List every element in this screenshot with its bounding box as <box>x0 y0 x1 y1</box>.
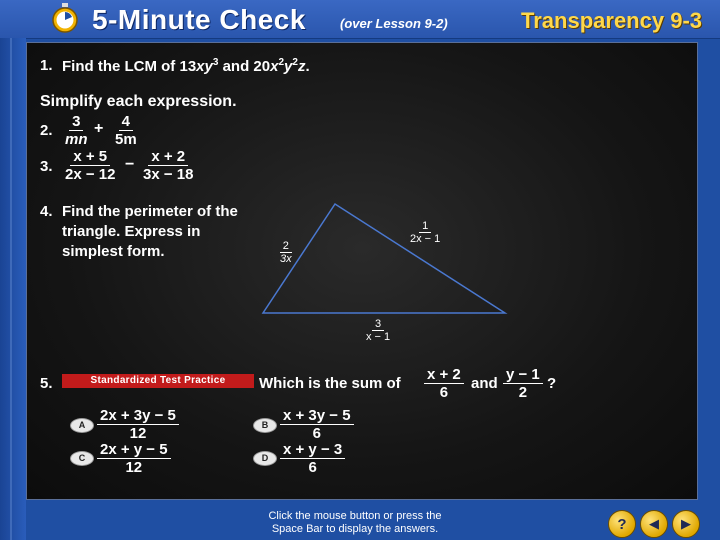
next-arrow-icon: ▶ <box>681 516 691 531</box>
previous-button[interactable] <box>640 510 668 538</box>
choice-c-badge[interactable]: C <box>70 451 94 466</box>
q2-f2-den: 5m <box>115 131 137 148</box>
q5-and: and <box>471 375 498 392</box>
choice-c-num: 2x + y − 5 <box>97 441 171 459</box>
choice-a-num: 2x + 3y − 5 <box>97 407 179 425</box>
q4-line-1: Find the perimeter of the <box>62 203 238 220</box>
triangle-shape <box>263 204 505 313</box>
footer-line-1: Click the mouse button or press the <box>268 510 442 522</box>
side-left-label <box>277 240 295 265</box>
q4-line-3: simplest form. <box>62 243 165 260</box>
q5-f2-den: 2 <box>518 384 528 401</box>
choice-a-fraction[interactable] <box>97 407 179 442</box>
q2-f2-num: 4 <box>119 113 133 131</box>
choice-d-num: x + y − 3 <box>280 441 345 459</box>
lesson-subtitle: (over Lesson 9-2) <box>340 16 448 31</box>
q5-f1-num: x + 2 <box>424 366 464 384</box>
q5-f1-den: 6 <box>439 384 449 401</box>
choice-d-den: 6 <box>308 459 317 476</box>
q1-number: 1. <box>40 57 53 74</box>
q5-f2-num: y − 1 <box>503 366 543 384</box>
q2-operator: + <box>94 120 104 137</box>
standardized-test-badge: Standardized Test Practice <box>62 374 254 388</box>
choice-b-fraction[interactable] <box>280 407 354 442</box>
help-button[interactable] <box>608 510 636 538</box>
choice-c-fraction[interactable] <box>97 441 171 476</box>
choice-b-den: 6 <box>312 425 321 442</box>
q2-f1-den: mn <box>65 131 88 148</box>
side-left-num: 2 <box>280 240 292 253</box>
previous-arrow-icon: ◀ <box>649 516 659 531</box>
q3-f2-num: x + 2 <box>148 148 188 166</box>
choice-a-den: 12 <box>129 425 147 442</box>
q4-number: 4. <box>40 203 53 220</box>
footer-instructions <box>230 510 480 536</box>
q3-operator: − <box>125 156 135 173</box>
q5-question-mark: ? <box>547 375 557 392</box>
q1-text-b: and 20 <box>222 58 271 75</box>
q1-text: Find the LCM of $13xy^3$ and $20x^2y^2z$. <box>62 57 310 75</box>
side-bottom-num: 3 <box>372 318 384 331</box>
q3-number: 3. <box>40 158 53 175</box>
simplify-heading: Simplify each expression. <box>40 93 237 110</box>
q5-text: Which is the sum of <box>259 375 401 392</box>
choice-d-badge[interactable]: D <box>253 451 277 466</box>
q5-fraction-1 <box>424 366 464 401</box>
q5-number: 5. <box>40 375 53 392</box>
slide-title: 5-Minute Check <box>92 4 306 35</box>
transparency-label: Transparency 9-3 <box>521 8 702 33</box>
next-button[interactable] <box>672 510 700 538</box>
q2-number: 2. <box>40 122 53 139</box>
choice-b-num: x + 3y − 5 <box>280 407 354 425</box>
q5-fraction-2 <box>503 366 543 401</box>
help-icon: ? <box>617 515 627 533</box>
choice-b-badge[interactable]: B <box>253 418 277 433</box>
q3-f1-num: x + 5 <box>70 148 110 166</box>
q4-line-2: triangle. Express in <box>62 223 201 240</box>
choice-d-fraction[interactable] <box>280 441 345 476</box>
choice-a-badge[interactable]: A <box>70 418 94 433</box>
choice-c-den: 12 <box>125 459 143 476</box>
q1-text-a: Find the LCM of 13 <box>62 58 197 75</box>
side-left-den: 3x <box>280 253 292 265</box>
side-right-label <box>407 220 443 245</box>
side-right-num: 1 <box>419 220 431 233</box>
side-bottom-den: x − 1 <box>366 331 391 343</box>
footer-line-2: Space Bar to display the answers. <box>271 523 439 535</box>
q3-f1-den: 2x − 12 <box>65 166 116 183</box>
side-right-den: 2x − 1 <box>410 233 441 245</box>
q3-f2-den: 3x − 18 <box>143 166 194 183</box>
side-bottom-label <box>363 318 393 343</box>
q2-f1-num: 3 <box>69 113 83 131</box>
